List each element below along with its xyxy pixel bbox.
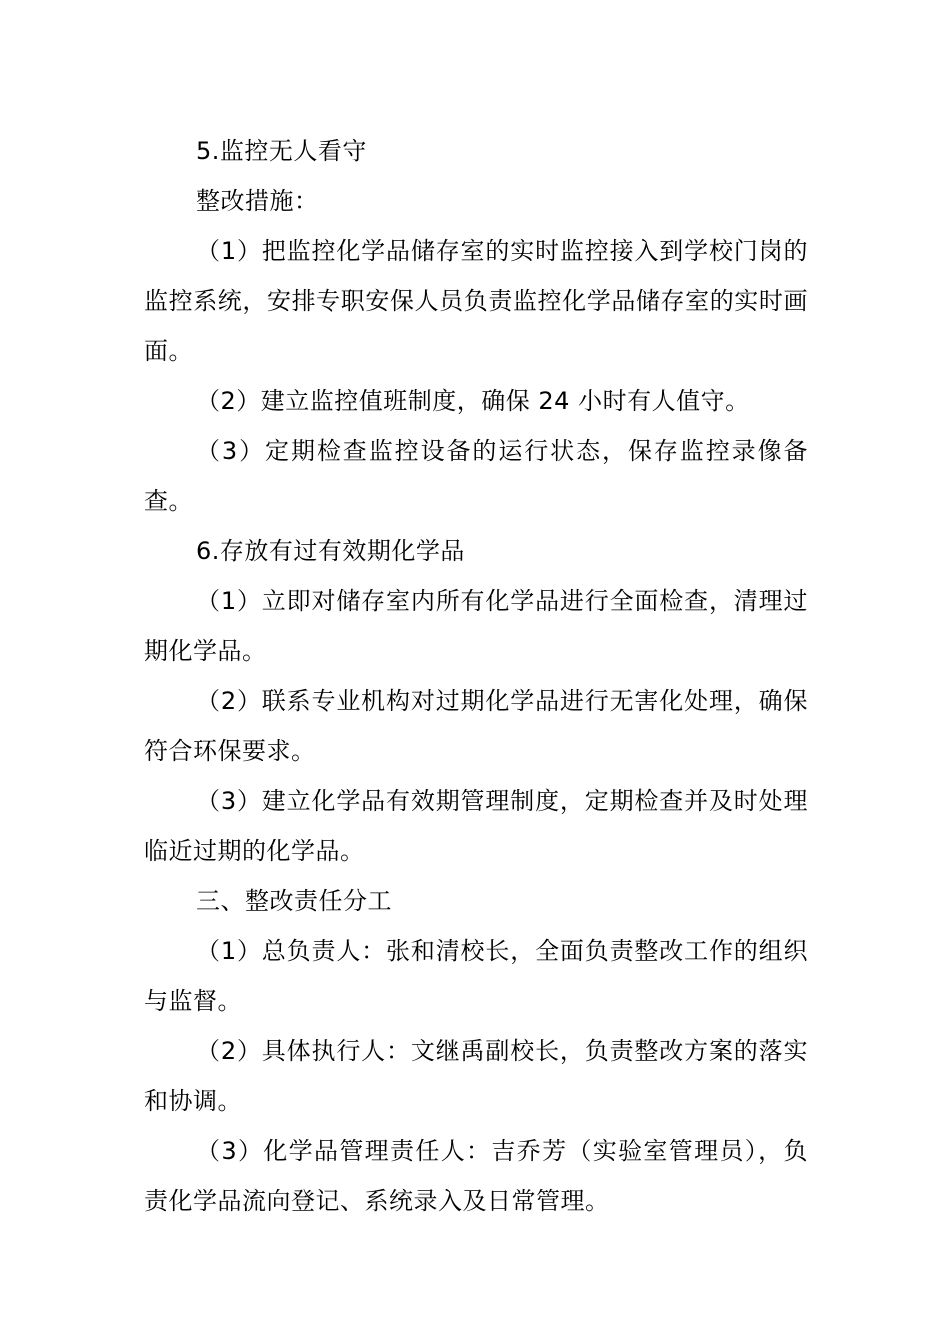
responsibility-item-2: （2）具体执行人：文继禹副校长，负责整改方案的落实和协调。 — [144, 1037, 808, 1115]
expired-item-2: （2）联系专业机构对过期化学品进行无害化处理，确保符合环保要求。 — [144, 687, 808, 765]
measure-item-1: （1）把监控化学品储存室的实时监控接入到学校门岗的监控系统，安排专职安保人员负责监控化学品储存室的实时画面。 — [144, 237, 808, 365]
responsibility-item-1: （1）总负责人：张和清校长，全面负责整改工作的组织与监督。 — [144, 937, 808, 1015]
section-heading-5: 5.监控无人看守 — [196, 137, 367, 165]
measure-item-3: （3）定期检查监控设备的运行状态，保存监控录像备查。 — [144, 437, 808, 515]
expired-item-1: （1）立即对储存室内所有化学品进行全面检查，清理过期化学品。 — [144, 587, 808, 665]
responsibility-item-3: （3）化学品管理责任人：吉乔芳（实验室管理员），负责化学品流向登记、系统录入及日常管理。 — [144, 1137, 808, 1215]
rectification-measures-label: 整改措施： — [196, 187, 319, 215]
section-heading-6: 6.存放有过有效期化学品 — [196, 537, 465, 565]
expired-item-3: （3）建立化学品有效期管理制度，定期检查并及时处理临近过期的化学品。 — [144, 787, 808, 865]
measure-item-2: （2）建立监控值班制度，确保 24 小时有人值守。 — [196, 387, 750, 415]
responsibility-heading: 三、整改责任分工 — [196, 887, 392, 915]
document-body — [144, 126, 808, 1226]
